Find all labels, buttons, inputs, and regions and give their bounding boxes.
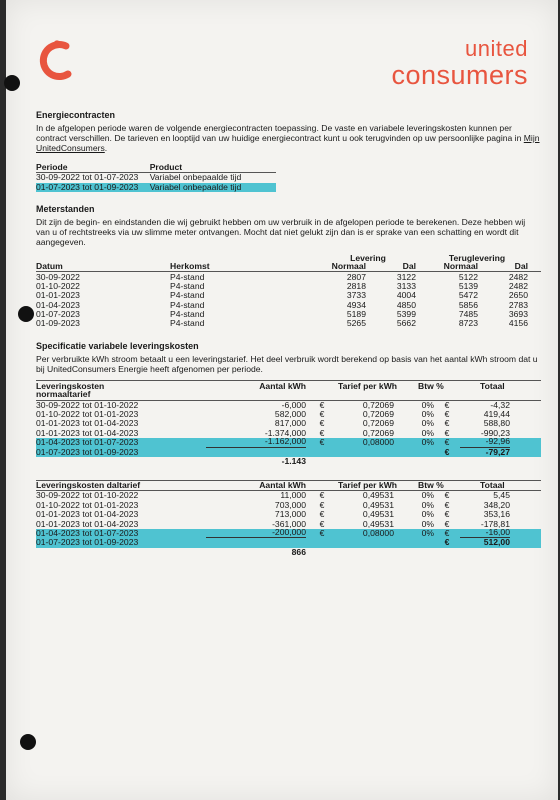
low-cost-sum-row: 866: [291, 546, 306, 557]
document-body: [36, 110, 541, 571]
table-row-highlighted: 01-07-2023 tot 01-09-2023 € -79,27: [36, 448, 541, 457]
punch-hole-middle: [18, 306, 34, 322]
table-row: 01-09-2023 P4-stand 5265 5662 8723 4156: [36, 318, 528, 329]
table-row: 01-07-2023 P4-stand 5189 5399 7485 3693: [36, 309, 528, 320]
table-row: 30-09-2022 tot 01-10-2022 -6,000 € 0,72069 0% € -4,32: [36, 399, 510, 410]
table-row-highlighted: 01-04-2023 tot 01-07-2023 -200,000 € 0,08000 0% € -16,00: [36, 529, 541, 538]
meters-group-header: Levering Teruglevering: [350, 252, 506, 263]
table-row: 30-09-2022 tot 01-10-2022 11,000 € 0,49531 0% € 5,45: [36, 490, 510, 501]
contracts-table: [36, 161, 276, 192]
table-row: 01-01-2023 tot 01-04-2023 713,000 € 0,49531 0% € 353,16: [36, 509, 510, 520]
low-cost-table: [36, 480, 541, 557]
meters-intro: Dit zijn de begin- en eindstanden die wij gebruikt hebben om uw verbruik in de afgelopen periode te berekenen. Deze hebben wij van u of rechtstreeks via uw slimme meter ontvangen. Mocht dat niet gelukt zijn dan is er sprake van een schatting en wordt dit aangegeven.: [36, 216, 526, 248]
meters-header-row: Datum Herkomst Normaal Dal Normaal Dal: [36, 263, 541, 272]
brand-wordmark: [391, 38, 528, 89]
normal-cost-subtitle-row: normaaltarief: [36, 391, 541, 400]
contracts-title: Energiecontracten: [36, 110, 116, 120]
contracts-intro: In de afgelopen periode waren de volgende energiecontracten toepassing. De vaste en variabele leveringskosten kunnen per contract verschillen. De tarieven en looptijd van uw huidige energiecontract kunt u ook terugvinden op uw persoonlijke pagina in Mijn UnitedConsumers.: [36, 122, 540, 154]
table-row: 30-09-2022 tot 01-07-2023 Variabel onbepaalde tijd: [36, 172, 242, 183]
table-row: 01-01-2023 P4-stand 3733 4004 5472 2650: [36, 290, 528, 301]
spec-intro: Per verbruikte kWh stroom betaalt u een leveringstarief. Het deel verbruik wordt berekend op basis van het aantal kWh stroom dat u bij UnitedConsumers Energie heeft afgenomen per periode.: [36, 353, 538, 374]
table-row-highlighted: 01-07-2023 tot 01-09-2023 € 512,00: [36, 538, 541, 547]
table-row: 30-09-2022 P4-stand 2807 3122 5122 2482: [36, 271, 528, 282]
normal-cost-header-row: Leveringskosten Aantal kWh Tarief per kWh Btw % Totaal: [36, 380, 541, 391]
table-row: 01-01-2023 tot 01-04-2023 817,000 € 0,72069 0% € 588,80: [36, 418, 510, 429]
meters-table: [36, 254, 541, 329]
normal-cost-sum-row: -1.143: [281, 456, 306, 466]
brand-line1: united: [465, 36, 528, 61]
table-row: 01-10-2022 tot 01-01-2023 582,000 € 0,72069 0% € 419,44: [36, 409, 510, 420]
brand-line2: consumers: [391, 60, 528, 90]
my-account-link[interactable]: Mijn UnitedConsumers: [36, 133, 540, 154]
table-row-highlighted: 01-04-2023 tot 01-07-2023 -1.162,000 € 0,08000 0% € -92,96: [36, 438, 541, 447]
low-cost-header-row: Leveringskosten daltarief Aantal kWh Tarief per kWh Btw % Totaal: [36, 480, 541, 491]
table-row: 01-10-2022 tot 01-01-2023 703,000 € 0,49531 0% € 348,20: [36, 499, 510, 510]
normal-cost-table: [36, 380, 541, 466]
united-consumers-logo-icon: [34, 38, 80, 84]
punch-hole-bottom: [20, 734, 36, 750]
table-row-highlighted: 01-07-2023 tot 01-09-2023 Variabel onbepaalde tijd: [36, 183, 276, 192]
spec-title: Specificatie variabele leveringskosten: [36, 340, 199, 351]
meters-title: Meterstanden: [36, 203, 95, 214]
invoice-sheet: [6, 0, 558, 800]
punch-hole-top: [4, 75, 20, 91]
table-row: 01-01-2023 tot 01-04-2023 -1.374,000 € 0,72069 0% € -990,23: [36, 427, 510, 438]
contracts-header-row: Periode Product: [36, 164, 276, 173]
table-row: 01-04-2023 P4-stand 4934 4850 5856 2783: [36, 299, 528, 310]
table-row: 01-10-2022 P4-stand 2818 3133 5139 2482: [36, 280, 528, 291]
table-row: 01-01-2023 tot 01-04-2023 -361,000 € 0,49531 0% € -178,81: [36, 518, 510, 529]
